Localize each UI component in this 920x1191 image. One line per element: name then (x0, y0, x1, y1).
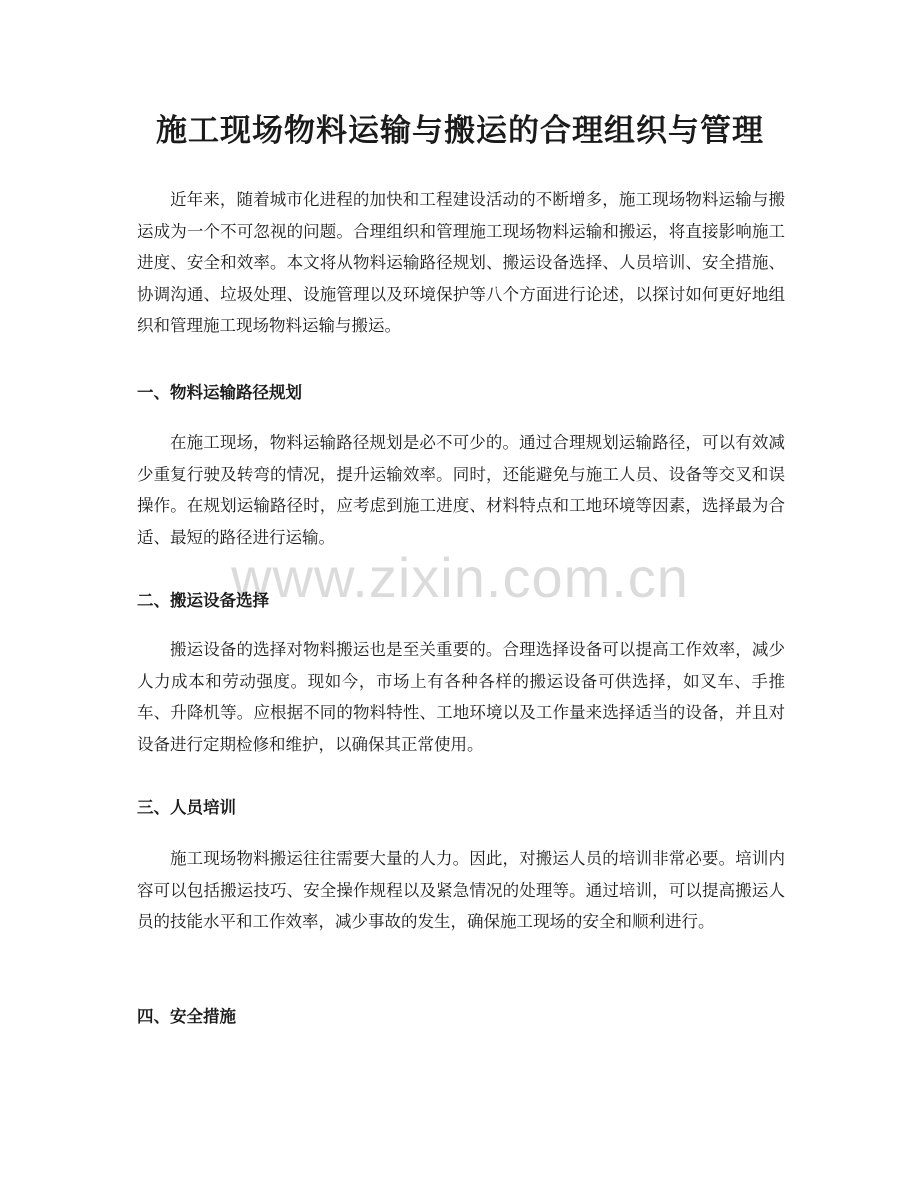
intro-paragraph: 近年来，随着城市化进程的加快和工程建设活动的不断增多，施工现场物料运输与搬运成为一个不可忽视的问题。合理组织和管理施工现场物料运输和搬运，将直接影响施工进度、安全和效率。本文将从物料运输路径规划、搬运设备选择、人员培训、安全措施、协调沟通、垃圾处理、设施管理以及环境保护等八个方面进行论述，以探讨如何更好地组织和管理施工现场物料运输与搬运。 (137, 190, 785, 336)
section-body: 搬运设备的选择对物料搬运也是至关重要的。合理选择设备可以提高工作效率，减少人力成本和劳动强度。现如今，市场上有各种各样的搬运设备可供选择，如叉车、手推车、升降机等。应根据不同的物料特性、工地环境以及工作量来选择适当的设备，并且对设备进行定期检修和维护，以确保其正常使用。 (137, 640, 785, 754)
section-heading: 二、搬运设备选择 (137, 591, 269, 610)
watermark: www.zixin.com.cn (231, 546, 689, 609)
section-heading: 一、物料运输路径规划 (137, 383, 302, 402)
section-heading: 四、安全措施 (137, 1007, 236, 1026)
section-body: 在施工现场，物料运输路径规划是必不可少的。通过合理规划运输路径，可以有效减少重复行驶及转弯的情况，提升运输效率。同时，还能避免与施工人员、设备等交叉和误操作。在规划运输路径时，应考虑到施工进度、材料特点和工地环境等因素，选择最为合适、最短的路径进行运输。 (137, 433, 785, 547)
section-body: 施工现场物料搬运往往需要大量的人力。因此，对搬运人员的培训非常必要。培训内容可以包括搬运技巧、安全操作规程以及紧急情况的处理等。通过培训，可以提高搬运人员的技能水平和工作效率，减少事故的发生，确保施工现场的安全和顺利进行。 (137, 849, 785, 932)
section-heading: 三、人员培训 (137, 798, 236, 817)
document-title: 施工现场物料运输与搬运的合理组织与管理 (156, 113, 764, 149)
